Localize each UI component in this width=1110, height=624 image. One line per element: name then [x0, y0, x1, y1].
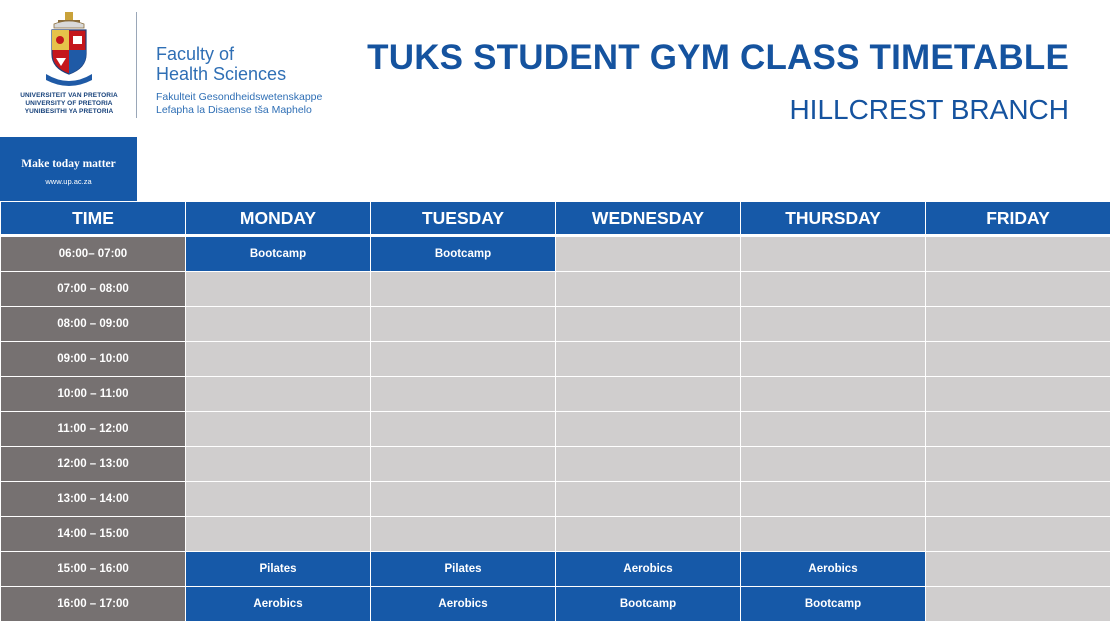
- table-row: [1, 447, 1110, 482]
- class-cell-tuesday: Aerobics: [371, 587, 556, 622]
- empty-cell-friday: [926, 517, 1110, 552]
- class-cell-wednesday: Aerobics: [556, 552, 741, 587]
- empty-cell-thursday: [741, 517, 926, 552]
- empty-cell-tuesday: [371, 307, 556, 342]
- empty-cell-monday: [186, 447, 371, 482]
- university-name-sepedi: YUNIBESITHI YA PRETORIA: [24, 108, 114, 115]
- empty-cell-wednesday: [556, 236, 741, 272]
- faculty-name-line2: Health Sciences: [156, 64, 287, 84]
- empty-cell-friday: [926, 342, 1110, 377]
- empty-cell-wednesday: [556, 447, 741, 482]
- page-title: TUKS STUDENT GYM CLASS TIMETABLE: [367, 38, 1069, 77]
- empty-cell-friday: [926, 412, 1110, 447]
- empty-cell-tuesday: [371, 412, 556, 447]
- empty-cell-monday: [186, 272, 371, 307]
- time-slot: 14:00 – 15:00: [1, 517, 186, 552]
- empty-cell-friday: [926, 447, 1110, 482]
- empty-cell-thursday: [741, 377, 926, 412]
- empty-cell-monday: [186, 377, 371, 412]
- empty-cell-friday: [926, 587, 1110, 622]
- empty-cell-monday: [186, 307, 371, 342]
- empty-cell-wednesday: [556, 517, 741, 552]
- timetable-table: [0, 201, 1110, 622]
- empty-cell-thursday: [741, 447, 926, 482]
- table-row: [1, 307, 1110, 342]
- faculty-translations: [156, 91, 322, 117]
- faculty-name-line1: Faculty of: [156, 44, 235, 64]
- header-time: TIME: [1, 202, 186, 236]
- header-tuesday: TUESDAY: [371, 202, 556, 236]
- header-thursday: THURSDAY: [741, 202, 926, 236]
- empty-cell-wednesday: [556, 412, 741, 447]
- empty-cell-monday: [186, 412, 371, 447]
- empty-cell-friday: [926, 482, 1110, 517]
- university-names: [14, 92, 124, 116]
- time-slot: 11:00 – 12:00: [1, 412, 186, 447]
- class-cell-tuesday: Bootcamp: [371, 236, 556, 272]
- page-header: [0, 0, 1110, 201]
- class-cell-tuesday: Pilates: [371, 552, 556, 587]
- faculty-translation-sepedi: Lefapha la Disaense tša Maphelo: [156, 104, 312, 116]
- time-slot: 07:00 – 08:00: [1, 272, 186, 307]
- time-slot: 10:00 – 11:00: [1, 377, 186, 412]
- table-row: [1, 412, 1110, 447]
- header-wednesday: WEDNESDAY: [556, 202, 741, 236]
- table-row: [1, 342, 1110, 377]
- time-slot: 12:00 – 13:00: [1, 447, 186, 482]
- empty-cell-tuesday: [371, 342, 556, 377]
- header-divider: [136, 12, 137, 118]
- empty-cell-thursday: [741, 236, 926, 272]
- class-cell-monday: Aerobics: [186, 587, 371, 622]
- page-subtitle: HILLCREST BRANCH: [789, 94, 1069, 125]
- empty-cell-thursday: [741, 272, 926, 307]
- empty-cell-wednesday: [556, 342, 741, 377]
- class-cell-monday: Bootcamp: [186, 236, 371, 272]
- table-row: [1, 236, 1110, 272]
- empty-cell-friday: [926, 307, 1110, 342]
- empty-cell-wednesday: [556, 482, 741, 517]
- header-friday: FRIDAY: [926, 202, 1110, 236]
- empty-cell-tuesday: [371, 377, 556, 412]
- empty-cell-friday: [926, 272, 1110, 307]
- empty-cell-monday: [186, 517, 371, 552]
- empty-cell-wednesday: [556, 272, 741, 307]
- class-cell-thursday: Bootcamp: [741, 587, 926, 622]
- empty-cell-monday: [186, 482, 371, 517]
- empty-cell-wednesday: [556, 377, 741, 412]
- table-row: [1, 377, 1110, 412]
- class-cell-monday: Pilates: [186, 552, 371, 587]
- class-cell-thursday: Aerobics: [741, 552, 926, 587]
- header-monday: MONDAY: [186, 202, 371, 236]
- empty-cell-thursday: [741, 342, 926, 377]
- timetable: [0, 201, 1110, 622]
- time-slot: 15:00 – 16:00: [1, 552, 186, 587]
- table-row: [1, 272, 1110, 307]
- empty-cell-monday: [186, 342, 371, 377]
- empty-cell-friday: [926, 552, 1110, 587]
- class-cell-wednesday: Bootcamp: [556, 587, 741, 622]
- empty-cell-wednesday: [556, 307, 741, 342]
- university-name-afrikaans: UNIVERSITEIT VAN PRETORIA: [20, 92, 118, 99]
- timetable-body: [1, 236, 1110, 622]
- empty-cell-thursday: [741, 482, 926, 517]
- table-row: [1, 517, 1110, 552]
- empty-cell-thursday: [741, 307, 926, 342]
- table-row: [1, 482, 1110, 517]
- university-name-english: UNIVERSITY OF PRETORIA: [25, 100, 113, 107]
- motto-box: [0, 137, 137, 201]
- header-row: [1, 202, 1110, 236]
- time-slot: 13:00 – 14:00: [1, 482, 186, 517]
- empty-cell-friday: [926, 377, 1110, 412]
- time-slot: 08:00 – 09:00: [1, 307, 186, 342]
- empty-cell-tuesday: [371, 482, 556, 517]
- table-row: [1, 552, 1110, 587]
- time-slot: 16:00 – 17:00: [1, 587, 186, 622]
- empty-cell-friday: [926, 236, 1110, 272]
- empty-cell-tuesday: [371, 272, 556, 307]
- time-slot: 09:00 – 10:00: [1, 342, 186, 377]
- website-url: www.up.ac.za: [45, 177, 92, 186]
- faculty-translation-afrikaans: Fakulteit Gesondheidswetenskappe: [156, 91, 323, 103]
- university-crest-icon: [44, 10, 94, 88]
- table-row: [1, 587, 1110, 622]
- empty-cell-tuesday: [371, 447, 556, 482]
- empty-cell-thursday: [741, 412, 926, 447]
- time-slot: 06:00– 07:00: [1, 236, 186, 272]
- faculty-name: [156, 44, 286, 84]
- empty-cell-tuesday: [371, 517, 556, 552]
- motto-text: Make today matter: [21, 158, 116, 170]
